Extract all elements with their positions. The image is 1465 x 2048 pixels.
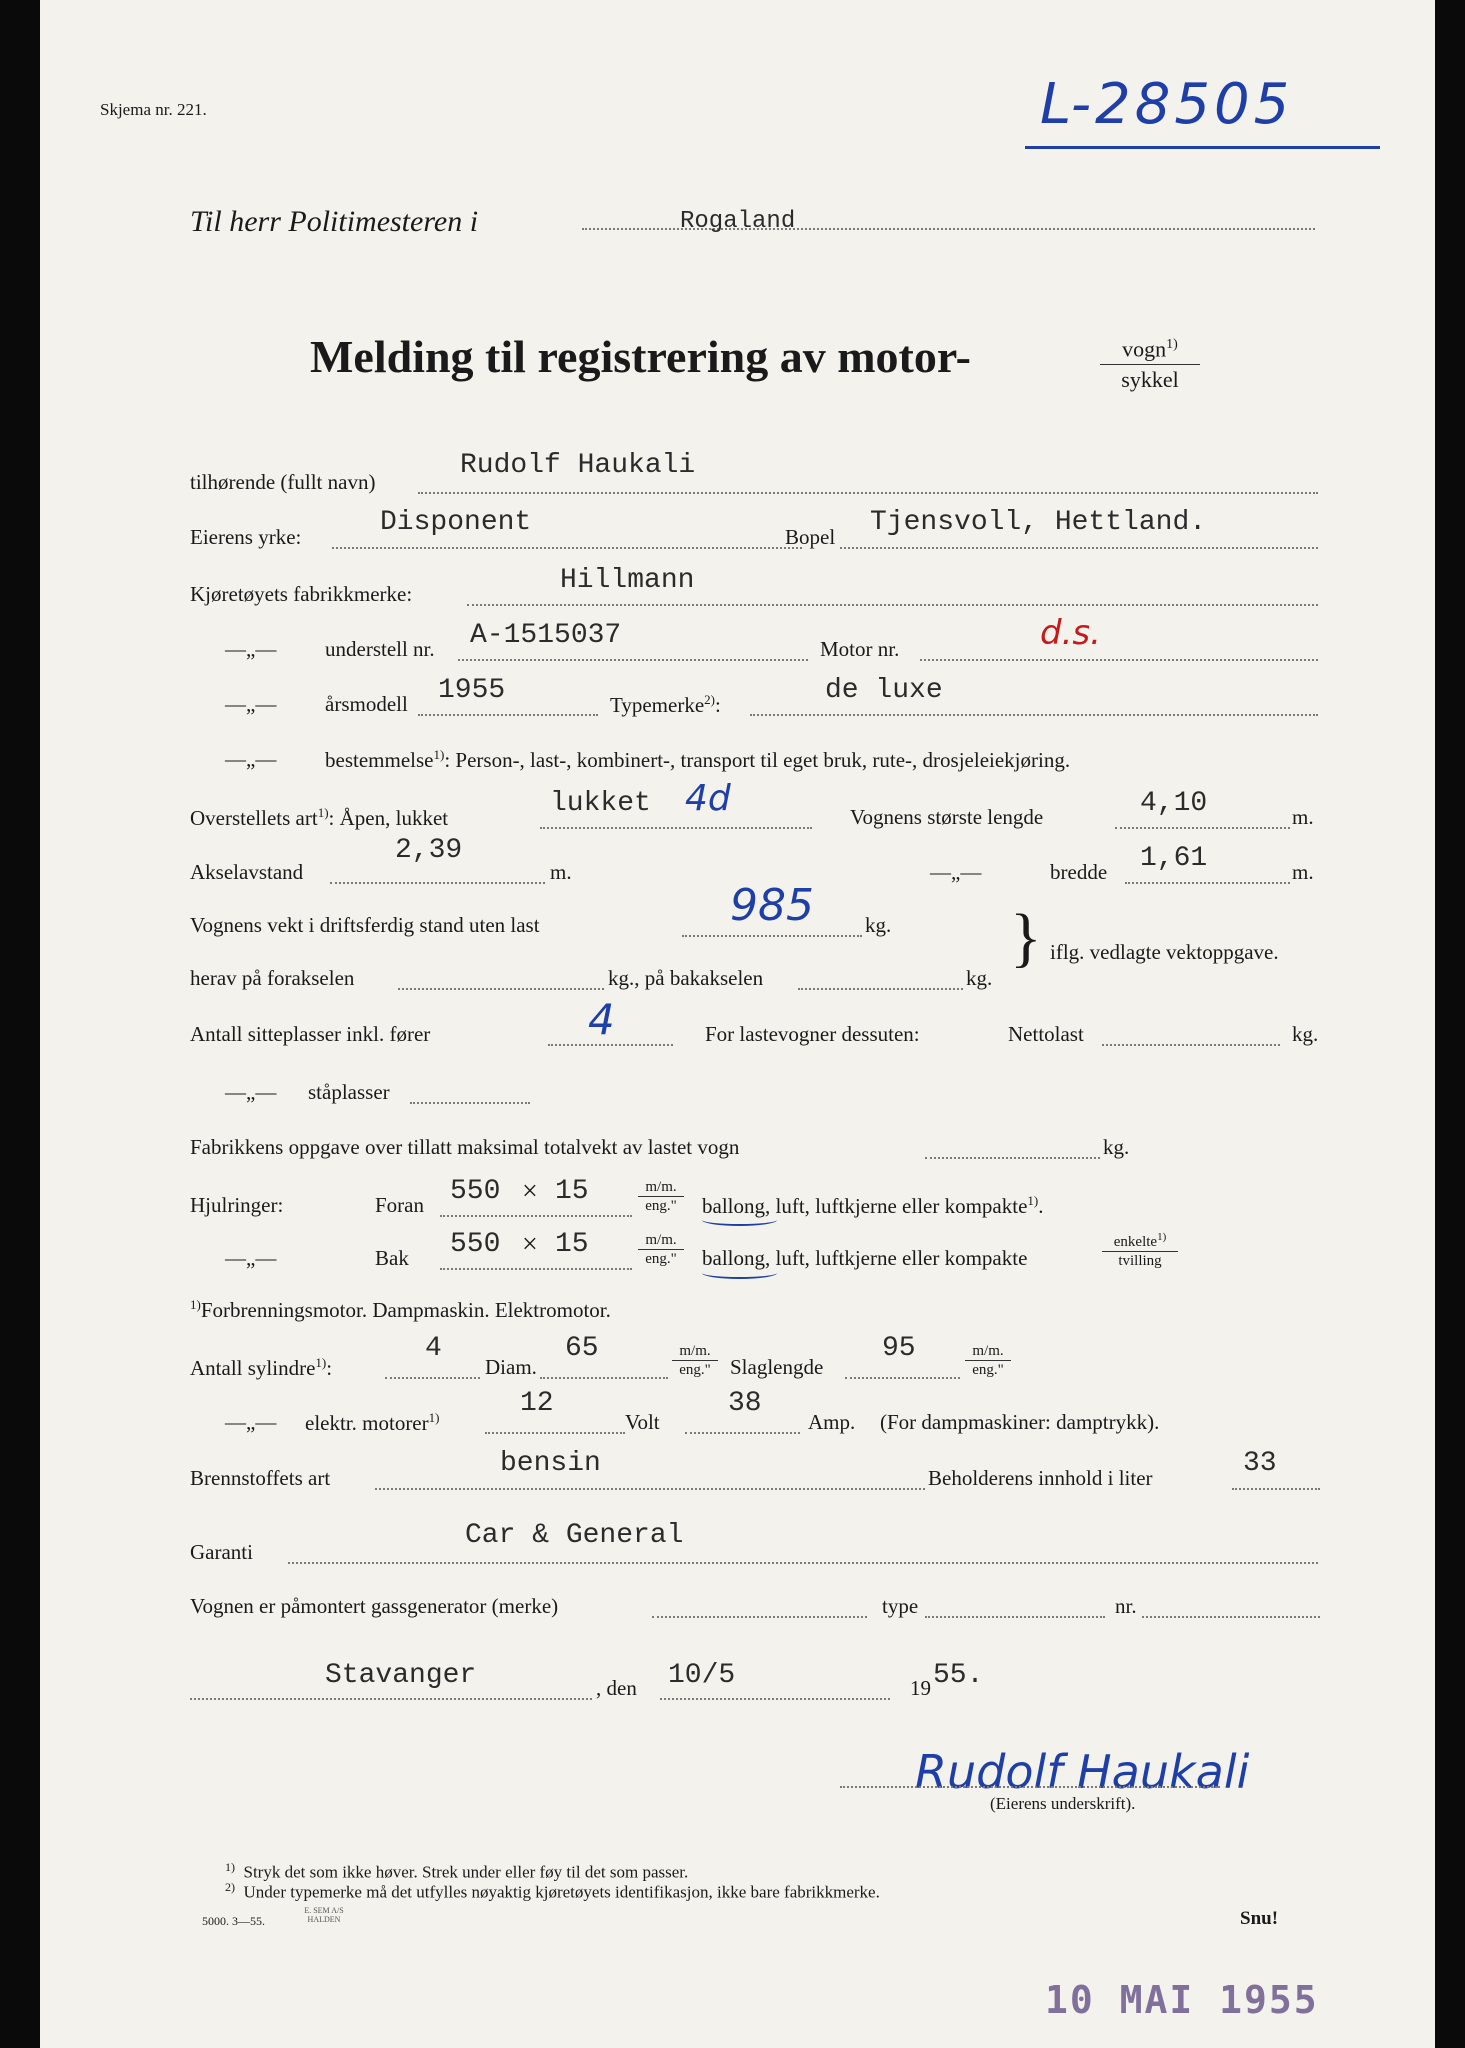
model-year-value: 1955 (438, 675, 506, 706)
engine-no-label: Motor nr. (820, 637, 900, 661)
owner-label: tilhørende (fullt navn) (190, 470, 376, 494)
max-length-value: 4,10 (1140, 788, 1208, 819)
place-value: Stavanger (325, 1660, 477, 1691)
width-value: 1,61 (1140, 843, 1208, 874)
unit-m: m. (1292, 805, 1314, 829)
ditto-mark: —„— (225, 1080, 277, 1104)
unit-kg: kg. (1292, 1022, 1319, 1046)
type-mark-value: de luxe (825, 675, 943, 706)
unit-kg: kg. (966, 966, 993, 990)
diam-unit: m/m. eng." (672, 1342, 718, 1379)
tyre-types-front: ballong, luft, luftkjerne eller kompakte$^{1)}$. (702, 1193, 1044, 1218)
tyre-rear-b: 15 (555, 1229, 589, 1260)
body-type-handwritten: 4d (685, 778, 731, 819)
owner-signature: Rudolf Haukali (915, 1745, 1250, 1799)
wheelbase-value: 2,39 (395, 835, 463, 866)
ditto-mark: —„— (225, 637, 277, 661)
body-type-value: lukket (550, 788, 651, 819)
diam-label: Diam. (485, 1355, 537, 1379)
tyre-front-unit: m/m. eng." (638, 1178, 684, 1215)
model-year-label: årsmodell (325, 692, 408, 716)
addressee: Til herr Politimesteren i (190, 205, 479, 238)
footnote-2: $^{2)}$ Under typemerke må det utfylles nøyaktig kjøretøyets identifikasjon, ikke bare fabrikkmerke. (225, 1880, 880, 1902)
signature-caption: (Eierens underskrift). (990, 1794, 1136, 1813)
cylinders-label: Antall sylindre$^{1)}$: (190, 1355, 333, 1380)
ditto-mark: —„— (225, 1410, 277, 1434)
engine-no-value: d.s. (1040, 613, 1101, 653)
ditto-mark: —„— (225, 692, 277, 716)
year-prefix: 19 (910, 1676, 931, 1700)
make-value: Hillmann (560, 565, 695, 596)
unit-kg: kg. (1103, 1135, 1130, 1159)
ditto-mark: —„— (225, 747, 277, 771)
ditto-mark: —„— (225, 1246, 277, 1270)
occupation-label: Eierens yrke: (190, 525, 302, 549)
ditto-mark: —„— (930, 860, 982, 884)
residence-value: Tjensvoll, Hettland. (870, 507, 1207, 538)
front-axle-label: herav på forakselen (190, 966, 355, 990)
residence-label: Bopel (785, 525, 836, 549)
single-twin-fraction: enkelte$^{1)}$ tvilling (1102, 1228, 1178, 1270)
cylinders-value: 4 (425, 1333, 442, 1364)
stroke-value: 95 (882, 1333, 916, 1364)
max-length-label: Vognens største lengde (850, 805, 1044, 829)
gas-generator-label: Vognen er påmontert gassgenerator (merke) (190, 1594, 559, 1618)
date-separator: , den (596, 1676, 637, 1700)
tyre-front-b: 15 (555, 1176, 589, 1207)
underline-ballong-rear (702, 1267, 777, 1279)
standing-label: ståplasser (308, 1080, 390, 1104)
unit-m: m. (1292, 860, 1314, 884)
tyre-rear-a: 550 (450, 1229, 501, 1260)
occupation-value: Disponent (380, 507, 532, 538)
max-total-label: Fabrikkens oppgave over tillatt maksimal totalvekt av lastet vogn (190, 1135, 740, 1159)
form-title: Melding til registrering av motor- (310, 331, 971, 382)
fuel-value: bensin (500, 1448, 601, 1479)
motor-types: $^{1)}$Forbrenningsmotor. Dampmaskin. Elektromotor. (190, 1297, 611, 1322)
printer-mark: E. SEM A/S HALDEN (304, 1906, 344, 1924)
tyre-front-x: × (522, 1176, 538, 1207)
truck-extra-label: For lastevogner dessuten: (705, 1022, 920, 1046)
footnote-1: $^{1)}$ Stryk det som ikke høver. Strek under eller føy til det som passer. (225, 1860, 689, 1882)
addressee-value: Rogaland (680, 208, 796, 235)
guarantee-value: Car & General (465, 1520, 684, 1551)
net-load-label: Nettolast (1008, 1022, 1084, 1046)
weight-label: Vognens vekt i driftsferdig stand uten last (190, 913, 540, 937)
width-label: bredde (1050, 860, 1108, 884)
tyre-rear-unit: m/m. eng." (638, 1231, 684, 1268)
brace: } (1010, 901, 1042, 974)
year-value: 55. (933, 1660, 984, 1691)
handwritten-reg-number: L-28505 (1040, 72, 1294, 137)
owner-value: Rudolf Haukali (460, 450, 696, 481)
date-value: 10/5 (668, 1660, 736, 1691)
purpose-label: bestemmelse$^{1)}$: Person-, last-, kombinert-, transport til eget bruk, rute-, drosjeleiekjøring. (325, 747, 1071, 772)
title-fraction: vogn$^{1)}$ sykkel (1100, 330, 1200, 395)
volt-label: Volt (625, 1410, 660, 1434)
stroke-unit: m/m. eng." (965, 1342, 1011, 1379)
unit-kg: kg. (865, 913, 892, 937)
rear-label: Bak (375, 1246, 409, 1270)
tank-value: 33 (1243, 1448, 1277, 1479)
fuel-label: Brennstoffets art (190, 1466, 331, 1490)
received-stamp: 10 MAI 1955 (1045, 1978, 1319, 2022)
tyres-label: Hjulringer: (190, 1193, 284, 1217)
tyre-rear-x: × (522, 1229, 538, 1260)
type-mark-label: Typemerke$^{2)}$: (610, 692, 721, 717)
guarantee-label: Garanti (190, 1540, 253, 1564)
unit-m: m. (550, 860, 572, 884)
tank-label: Beholderens innhold i liter (928, 1466, 1153, 1490)
turn-over: Snu! (1240, 1908, 1279, 1929)
rear-axle-label: kg., på bakakselen (608, 966, 764, 990)
reg-number-underline (1025, 146, 1380, 149)
chassis-value: A-1515037 (470, 620, 622, 651)
volt-value: 38 (728, 1388, 762, 1419)
make-label: Kjøretøyets fabrikkmerke: (190, 582, 413, 606)
body-type-label: Overstellets art$^{1)}$: Åpen, lukket (190, 805, 449, 830)
front-label: Foran (375, 1193, 424, 1217)
print-code: 5000. 3—55. (202, 1914, 265, 1928)
form-sheet (40, 0, 1435, 2048)
electric-value: 12 (520, 1388, 554, 1419)
gas-nr-label: nr. (1115, 1594, 1137, 1618)
chassis-label: understell nr. (325, 637, 435, 661)
tyre-front-a: 550 (450, 1176, 501, 1207)
wheelbase-label: Akselavstand (190, 860, 304, 884)
seats-value: 4 (588, 995, 615, 1044)
stroke-label: Slaglengde (730, 1355, 824, 1379)
diam-value: 65 (565, 1333, 599, 1364)
seats-label: Antall sitteplasser inkl. fører (190, 1022, 431, 1046)
weight-note: iflg. vedlagte vektoppgave. (1050, 940, 1279, 964)
tyre-types-rear: ballong, luft, luftkjerne eller kompakte (702, 1246, 1028, 1270)
steam-note: (For dampmaskiner: damptrykk). (880, 1410, 1160, 1434)
electric-label: elektr. motorer$^{1)}$ (305, 1410, 440, 1435)
form-number: Skjema nr. 221. (100, 100, 207, 119)
underline-ballong-front (702, 1214, 777, 1226)
gas-type-label: type (882, 1594, 919, 1618)
amp-label: Amp. (808, 1410, 856, 1434)
weight-value: 985 (730, 880, 814, 931)
